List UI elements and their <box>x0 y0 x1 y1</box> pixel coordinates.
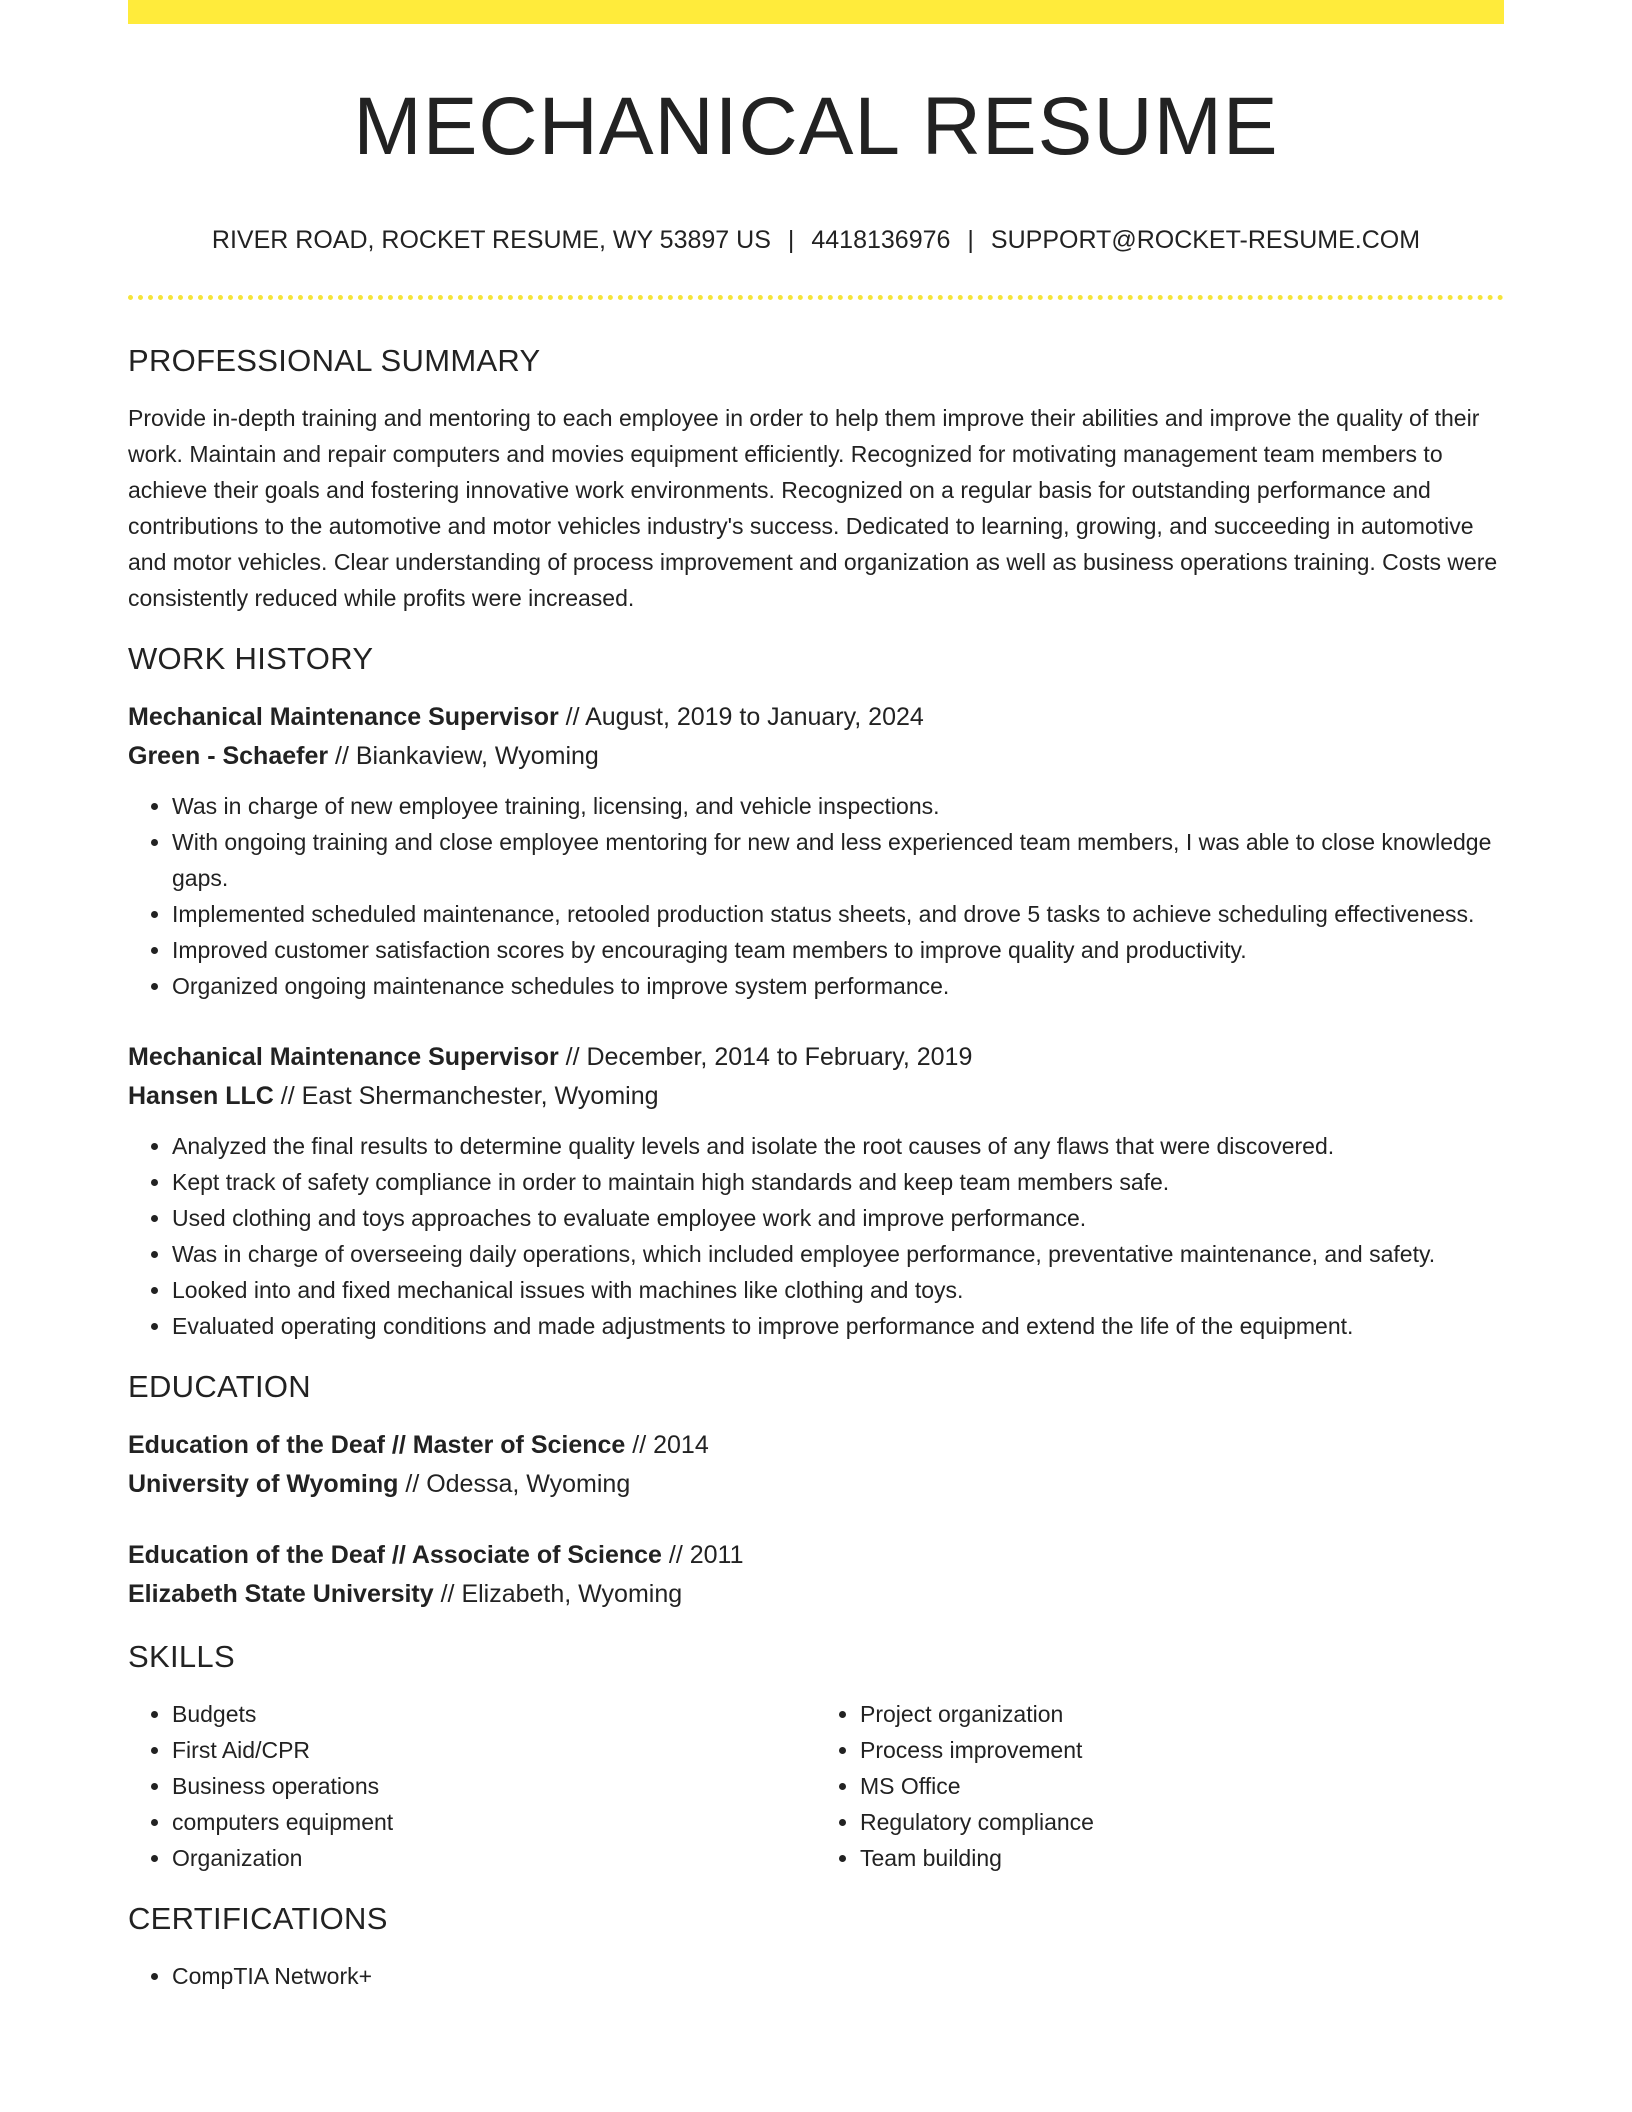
list-item: • Organized ongoing maintenance schedules to improve system performance. <box>172 968 1504 1004</box>
skill-item: • Regulatory compliance <box>860 1804 1504 1840</box>
graduation-year: // 2011 <box>661 1541 744 1570</box>
job-company: Hansen LLC <box>128 1081 274 1110</box>
skill-item: • Business operations <box>172 1768 816 1804</box>
list-item: • Was in charge of new employee training, licensing, and vehicle inspections. <box>172 788 1504 824</box>
summary-heading: PROFESSIONAL SUMMARY <box>128 342 541 378</box>
job-company: Green - Schaefer <box>128 741 329 770</box>
list-item: • Was in charge of overseeing daily operations, which included employee performance, preventative maintenance, and safety. <box>172 1236 1504 1272</box>
job-dates: // December, 2014 to February, 2019 <box>558 1042 973 1071</box>
job-location: // Biankaview, Wyoming <box>328 741 599 770</box>
certifications-heading: CERTIFICATIONS <box>128 1901 388 1937</box>
dotted-divider <box>128 295 1504 300</box>
summary-text: Provide in-depth training and mentoring to each employee in order to help them improve their abilities and improve the quality of their work. Maintain and repair computers and movies equipment efficiently. Recognized for motivating management team members to achieve their goals and fostering innovative work environments. Recognized on a regular basis for outstanding performance and contributions to the automotive and motor vehicles industry's success. Dedicated to learning, growing, and succeeding in automotive and motor vehicles. Clear understanding of process improvement and organization as well as business operations training. Costs were consistently reduced while profits were increased. <box>128 404 1498 611</box>
school-name: University of Wyoming <box>128 1470 399 1499</box>
skill-item: • computers equipment <box>172 1804 816 1840</box>
skills-column-left <box>128 1696 816 1876</box>
job-title-line <box>128 1038 1504 1077</box>
skill-item: • Project organization <box>860 1696 1504 1732</box>
skill-item: • Process improvement <box>860 1732 1504 1768</box>
list-item: • Looked into and fixed mechanical issues with machines like clothing and toys. <box>172 1272 1504 1308</box>
education-heading: EDUCATION <box>128 1368 311 1404</box>
education-entry <box>128 1426 1504 1504</box>
degree-line <box>128 1536 1504 1575</box>
contact-phone: 4418136976 <box>811 226 951 255</box>
degree: Education of the Deaf // Master of Science <box>128 1431 626 1460</box>
job-company-line <box>128 737 1504 776</box>
resume-content <box>128 24 1504 1994</box>
job-bullets <box>128 788 1504 1004</box>
list-item: • Evaluated operating conditions and made adjustments to improve performance and extend the life of the equipment. <box>172 1308 1504 1344</box>
contact-separator: | <box>967 226 974 255</box>
skill-item: • Organization <box>172 1840 816 1876</box>
job-title-line <box>128 698 1504 737</box>
school-location: // Odessa, Wyoming <box>398 1470 631 1499</box>
work-history-heading: WORK HISTORY <box>128 640 374 676</box>
list-item: • Kept track of safety compliance in order to maintain high standards and keep team members safe. <box>172 1164 1504 1200</box>
skill-item: • MS Office <box>860 1768 1504 1804</box>
graduation-year: // 2014 <box>625 1431 709 1460</box>
job-role: Mechanical Maintenance Supervisor <box>128 702 559 731</box>
school-line <box>128 1575 1504 1614</box>
certification-item: • CompTIA Network+ <box>172 1958 1504 1994</box>
resume-name: MECHANICAL RESUME <box>353 81 1279 172</box>
degree-line <box>128 1426 1504 1465</box>
job-role: Mechanical Maintenance Supervisor <box>128 1042 559 1071</box>
school-name: Elizabeth State University <box>128 1580 434 1609</box>
skills-grid <box>128 1696 1504 1876</box>
contact-line <box>128 224 1504 257</box>
job-entry <box>128 1038 1504 1344</box>
list-item: • Analyzed the final results to determine quality levels and isolate the root causes of any flaws that were discovered. <box>172 1128 1504 1164</box>
certifications-list <box>128 1958 1504 1994</box>
contact-address: RIVER ROAD, ROCKET RESUME, WY 53897 US <box>211 226 771 255</box>
list-item: • With ongoing training and close employee mentoring for new and less experienced team members, I was able to close knowledge gaps. <box>172 824 1504 896</box>
list-item: • Implemented scheduled maintenance, retooled production status sheets, and drove 5 tasks to achieve scheduling effectiveness. <box>172 896 1504 932</box>
list-item: • Improved customer satisfaction scores by encouraging team members to improve quality and productivity. <box>172 932 1504 968</box>
job-location: // East Shermanchester, Wyoming <box>273 1081 659 1110</box>
contact-email: SUPPORT@ROCKET-RESUME.COM <box>990 226 1421 255</box>
skill-item: • Budgets <box>172 1696 816 1732</box>
degree: Education of the Deaf // Associate of Science <box>128 1541 662 1570</box>
skill-item: • Team building <box>860 1840 1504 1876</box>
job-dates: // August, 2019 to January, 2024 <box>558 702 924 731</box>
job-entry <box>128 698 1504 1004</box>
job-company-line <box>128 1077 1504 1116</box>
contact-separator: | <box>787 226 795 255</box>
job-bullets <box>128 1128 1504 1344</box>
skill-item: • First Aid/CPR <box>172 1732 816 1768</box>
school-line <box>128 1465 1504 1504</box>
skills-column-right <box>816 1696 1504 1876</box>
school-location: // Elizabeth, Wyoming <box>433 1580 683 1609</box>
skills-heading: SKILLS <box>128 1639 235 1675</box>
accent-bar <box>128 0 1504 24</box>
list-item: • Used clothing and toys approaches to evaluate employee work and improve performance. <box>172 1200 1504 1236</box>
education-entry <box>128 1536 1504 1614</box>
